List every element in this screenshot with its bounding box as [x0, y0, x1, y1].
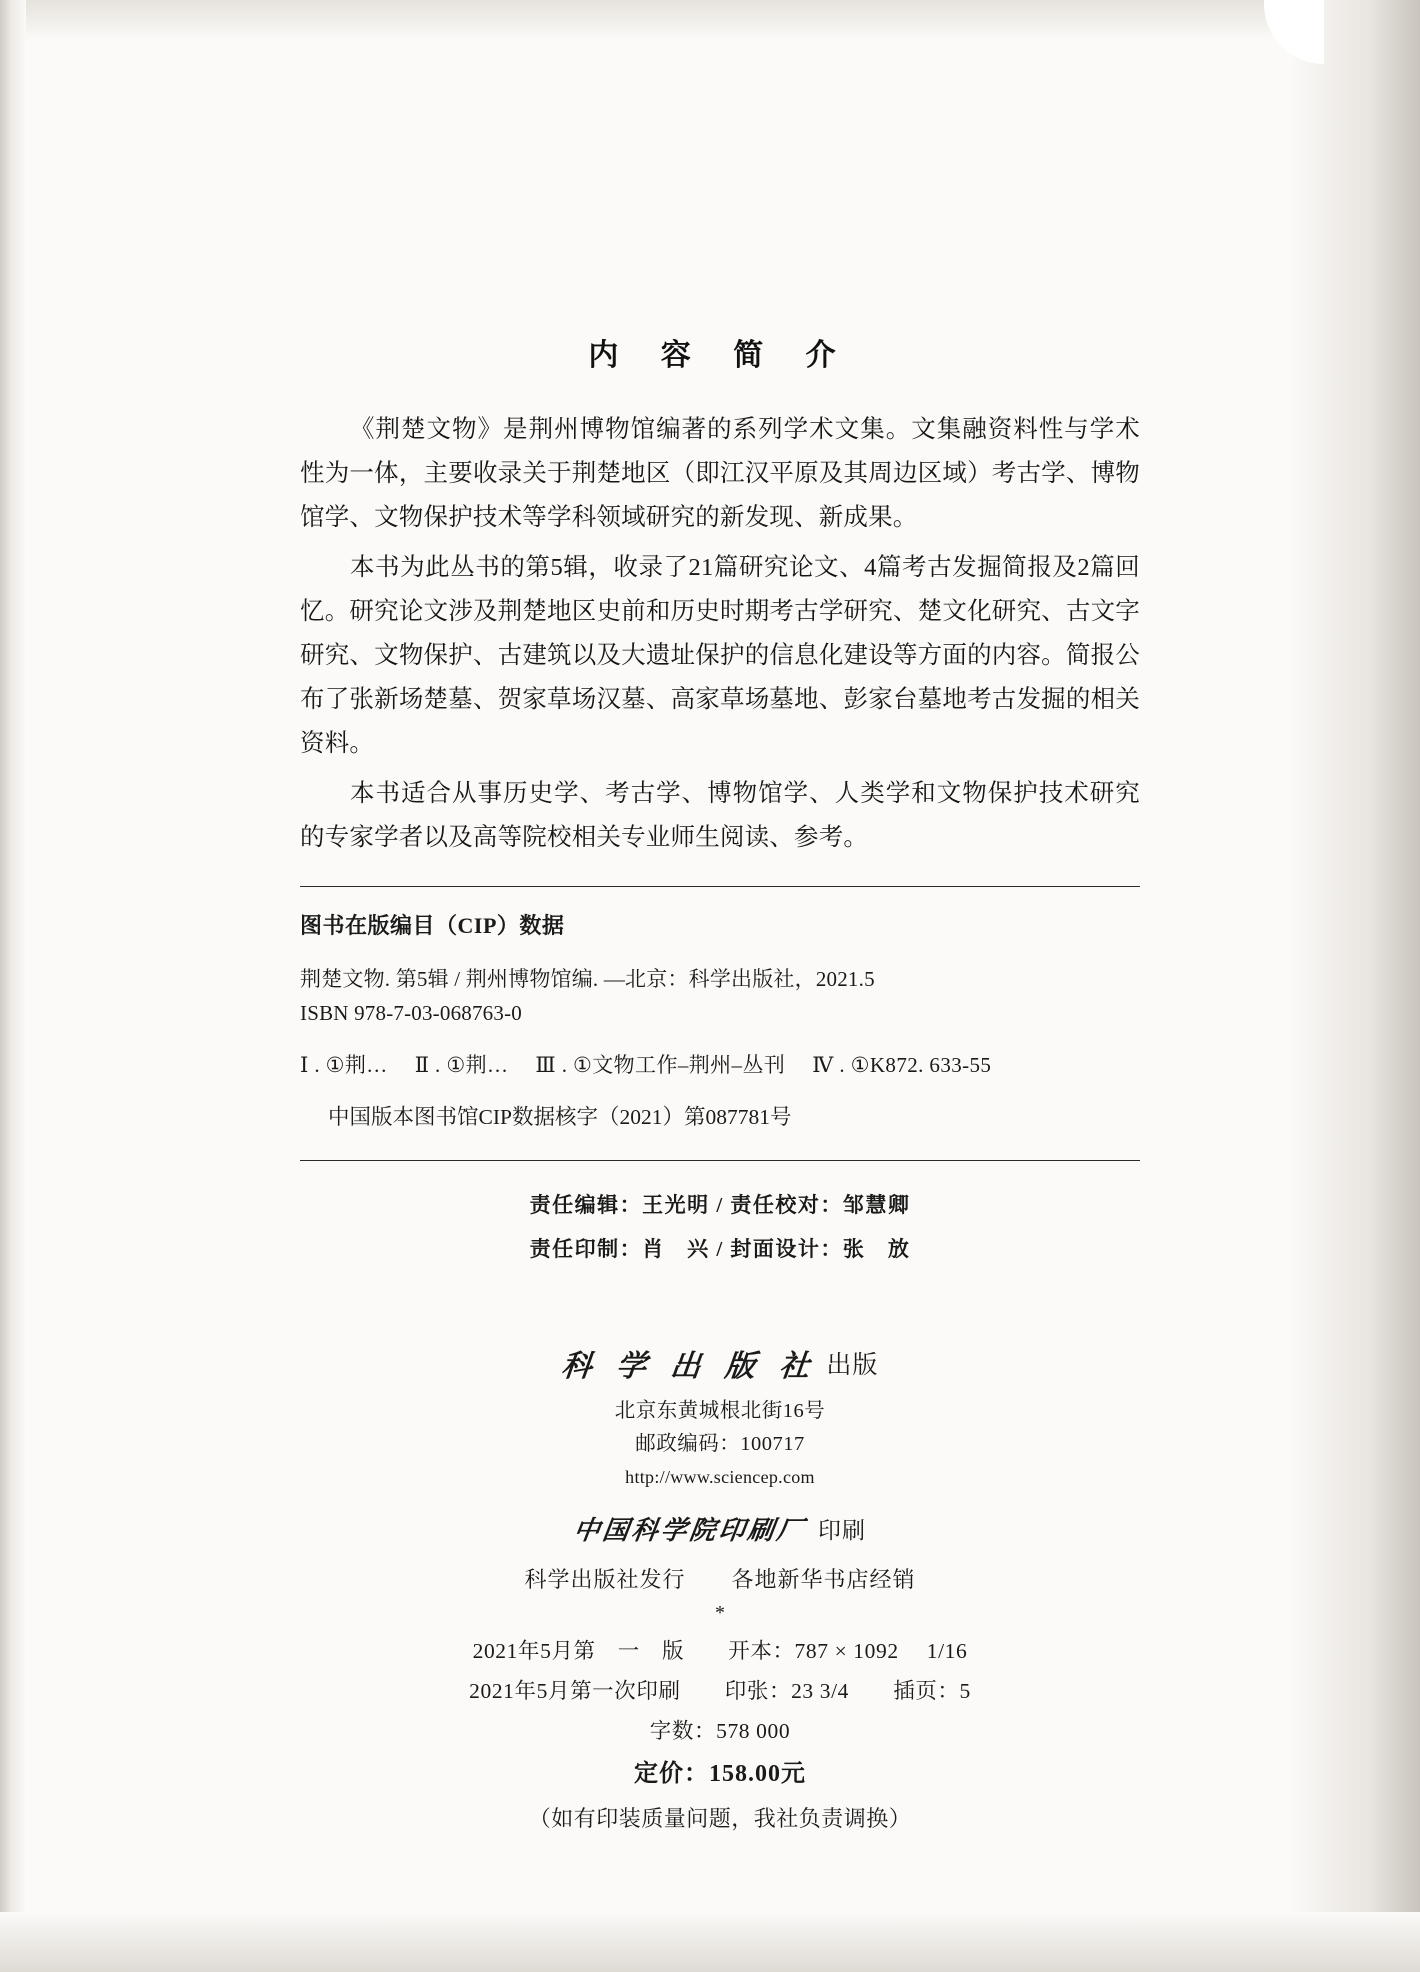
publisher-name-row: [300, 1341, 1140, 1385]
science-press-logo: 科 学 出 版 社: [559, 1349, 818, 1384]
abstract-paragraph-1: 《荆楚文物》是荆州博物馆编著的系列学术文集。文集融资料性与学术性为一体，主要收录关于荆楚地区（即江汉平原及其周边区域）考古学、博物馆学、文物保护技术等学科领域研究的新发现、新成果。: [300, 416, 1140, 531]
printer-logo: 中国科学院印刷厂: [571, 1516, 808, 1546]
publisher-address: 北京东黄城根北街16号: [614, 1400, 826, 1422]
asterisk-separator: *: [715, 1602, 725, 1624]
printer-suffix: 印刷: [818, 1518, 866, 1543]
scan-edge-bottom: [0, 1912, 1420, 1972]
abstract-paragraph-3: 本书适合从事历史学、考古学、博物馆学、人类学和文物保护技术研究的专家学者以及高等院校相关专业师生阅读、参考。: [300, 780, 1140, 851]
cip-core-number: 中国版本图书馆CIP数据核字（2021）第087781号: [328, 1105, 792, 1129]
credit-line-editor: 责任编辑：王光明 / 责任校对：邹慧卿: [529, 1193, 911, 1217]
publisher-url[interactable]: http://www.sciencep.com: [625, 1467, 815, 1487]
page-corner-fold: [1264, 0, 1324, 64]
colophon-block: [300, 1631, 1140, 1841]
scan-edge-top: [0, 0, 1420, 40]
cip-title-line: 荆楚文物. 第5辑 / 荆州博物馆编. —北京：科学出版社，2021.5: [300, 967, 875, 991]
cip-classification: Ⅰ . ①荆… Ⅱ . ①荆… Ⅲ . ①文物工作–荆州–丛刊 Ⅳ . ①K872. 633-55: [300, 1053, 992, 1077]
printer-row: [300, 1510, 1140, 1547]
colophon-edition-line: 2021年5月第 一 版 开本：787 × 1092 1/16: [472, 1639, 968, 1663]
price-line: 定价：158.00元: [634, 1761, 806, 1787]
cip-isbn: ISBN 978-7-03-068763-0: [300, 1001, 522, 1025]
publisher-block: [300, 1341, 1140, 1625]
scan-edge-left: [0, 0, 26, 1972]
publisher-postcode: 邮政编码：100717: [635, 1433, 805, 1455]
colophon-printing-line: 2021年5月第一次印刷 印张：23 3/4 插页：5: [469, 1679, 971, 1703]
distribution-line: 科学出版社发行 各地新华书店经销: [524, 1567, 916, 1592]
scan-edge-right: [1290, 0, 1420, 1972]
credit-line-production: 责任印制：肖 兴 / 封面设计：张 放: [529, 1237, 911, 1261]
abstract-paragraph-2: 本书为此丛书的第5辑，收录了21篇研究论文、4篇考古发掘简报及2篇回忆。研究论文涉及荆楚地区史前和历史时期考古学研究、楚文化研究、古文字研究、文物保护、古建筑以及大遗址保护的信息化建设等方面的内容。简报公布了张新场楚墓、贺家草场汉墓、高家草场墓地、彭家台墓地考古发掘的相关资料。: [300, 554, 1140, 757]
staff-credits: [300, 1161, 1140, 1271]
publisher-suffix: 出版: [826, 1352, 879, 1379]
cip-block: [300, 887, 1140, 1134]
cip-spacer: [300, 1030, 1140, 1048]
page-title: 内 容 简 介: [588, 338, 852, 373]
page-content: [300, 330, 1140, 1841]
abstract-block: [300, 408, 1140, 860]
cip-heading: 图书在版编目（CIP）数据: [300, 913, 565, 938]
colophon-wordcount-line: 字数：578 000: [649, 1719, 791, 1743]
quality-note: （如有印装质量问题，我社负责调换）: [528, 1806, 912, 1831]
